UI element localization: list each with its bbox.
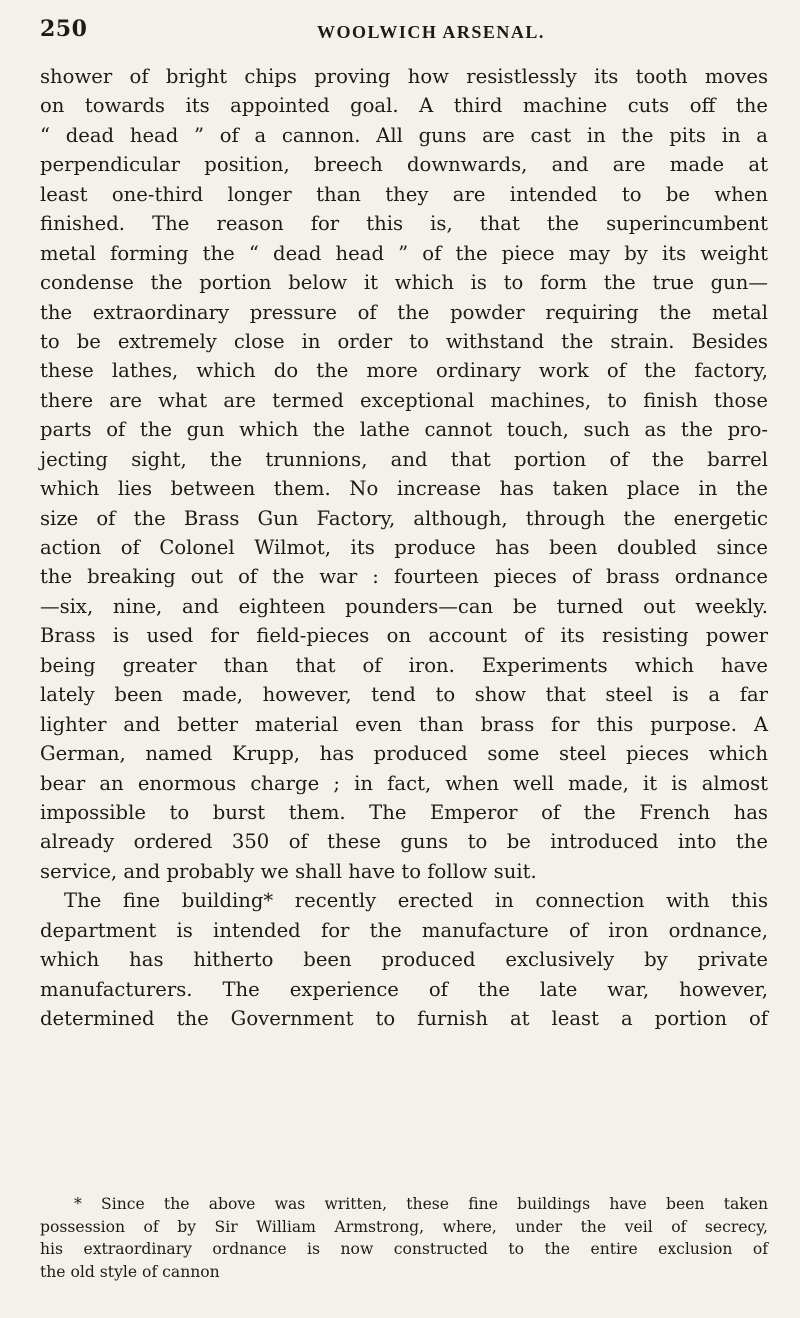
text-line: to be extremely close in order to withstand the strain. Besides xyxy=(40,329,768,353)
text-line: these lathes, which do the more ordinary work of the factory, xyxy=(40,359,768,383)
footnote-line: possession of by Sir William Armstrong, where, under the veil of secrecy, xyxy=(40,1217,768,1236)
text-line: Brass is used for field-pieces on account of its resisting power xyxy=(40,624,768,648)
text-line: action of Colonel Wilmot, its produce has been doubled since xyxy=(40,536,768,559)
footnote-line: his extraordinary ordnance is now constructed to the entire exclusion of xyxy=(40,1240,768,1258)
text-line: department is intended for the manufacture of iron ordnance, xyxy=(40,918,768,942)
text-line: German, named Krupp, has produced some steel pieces which xyxy=(40,742,768,766)
text-line: —six, nine, and eighteen pounders—can be turned out weekly. xyxy=(40,594,768,618)
text-line: condense the portion below it which is to form the true gun— xyxy=(40,271,768,295)
text-line: on towards its appointed goal. A third machine cuts off the xyxy=(40,94,768,118)
running-title: WOOLWICH ARSENAL. xyxy=(317,22,545,42)
footnote xyxy=(40,1193,768,1283)
text-line: metal forming the “ dead head ” of the piece may by its weight xyxy=(40,241,768,265)
text-line: service, and probably we shall have to follow suit. xyxy=(40,859,537,883)
text-line: finished. The reason for this is, that the superincumbent xyxy=(40,212,768,236)
text-line: there are what are termed exceptional machines, to finish those xyxy=(40,388,768,412)
text-line: the breaking out of the war : fourteen pieces of brass ordnance xyxy=(40,565,768,589)
text-line: determined the Government to furnish at least a portion of xyxy=(40,1007,768,1030)
text-line: perpendicular position, breech downwards, and are made at xyxy=(40,153,768,177)
text-line: least one-third longer than they are intended to be when xyxy=(40,182,768,206)
running-head xyxy=(40,16,760,52)
body-text xyxy=(40,62,768,1033)
text-line: “ dead head ” of a cannon. All guns are cast in the pits in a xyxy=(40,123,768,147)
text-line: bear an enormous charge ; in fact, when well made, it is almost xyxy=(40,771,768,795)
footnote-line: the old style of cannon xyxy=(40,1262,220,1281)
text-line: the extraordinary pressure of the powder requiring the metal xyxy=(40,300,768,324)
text-line: parts of the gun which the lathe cannot touch, such as the pro- xyxy=(40,418,768,442)
text-line: impossible to burst them. The Emperor of the French has xyxy=(40,800,768,824)
text-line: which lies between them. No increase has taken place in the xyxy=(40,477,768,501)
text-line: already ordered 350 of these guns to be introduced into the xyxy=(40,830,768,854)
text-line: manufacturers. The experience of the late war, however, xyxy=(40,977,768,1001)
text-line: jecting sight, the trunnions, and that portion of the barrel xyxy=(40,447,768,471)
page-number: 250 xyxy=(40,16,88,42)
text-line: being greater than that of iron. Experiments which have xyxy=(40,653,768,677)
footnote-line: * Since the above was written, these fine buildings have been taken xyxy=(74,1195,768,1213)
text-line: which has hitherto been produced exclusively by private xyxy=(40,948,768,972)
text-line: lighter and better material even than brass for this purpose. A xyxy=(40,712,768,736)
text-line: The fine building* recently erected in connection with this xyxy=(64,889,768,913)
text-line: size of the Brass Gun Factory, although, through the energetic xyxy=(40,506,768,530)
text-line: lately been made, however, tend to show that steel is a far xyxy=(40,683,768,707)
text-line: shower of bright chips proving how resistlessly its tooth moves xyxy=(40,65,768,88)
